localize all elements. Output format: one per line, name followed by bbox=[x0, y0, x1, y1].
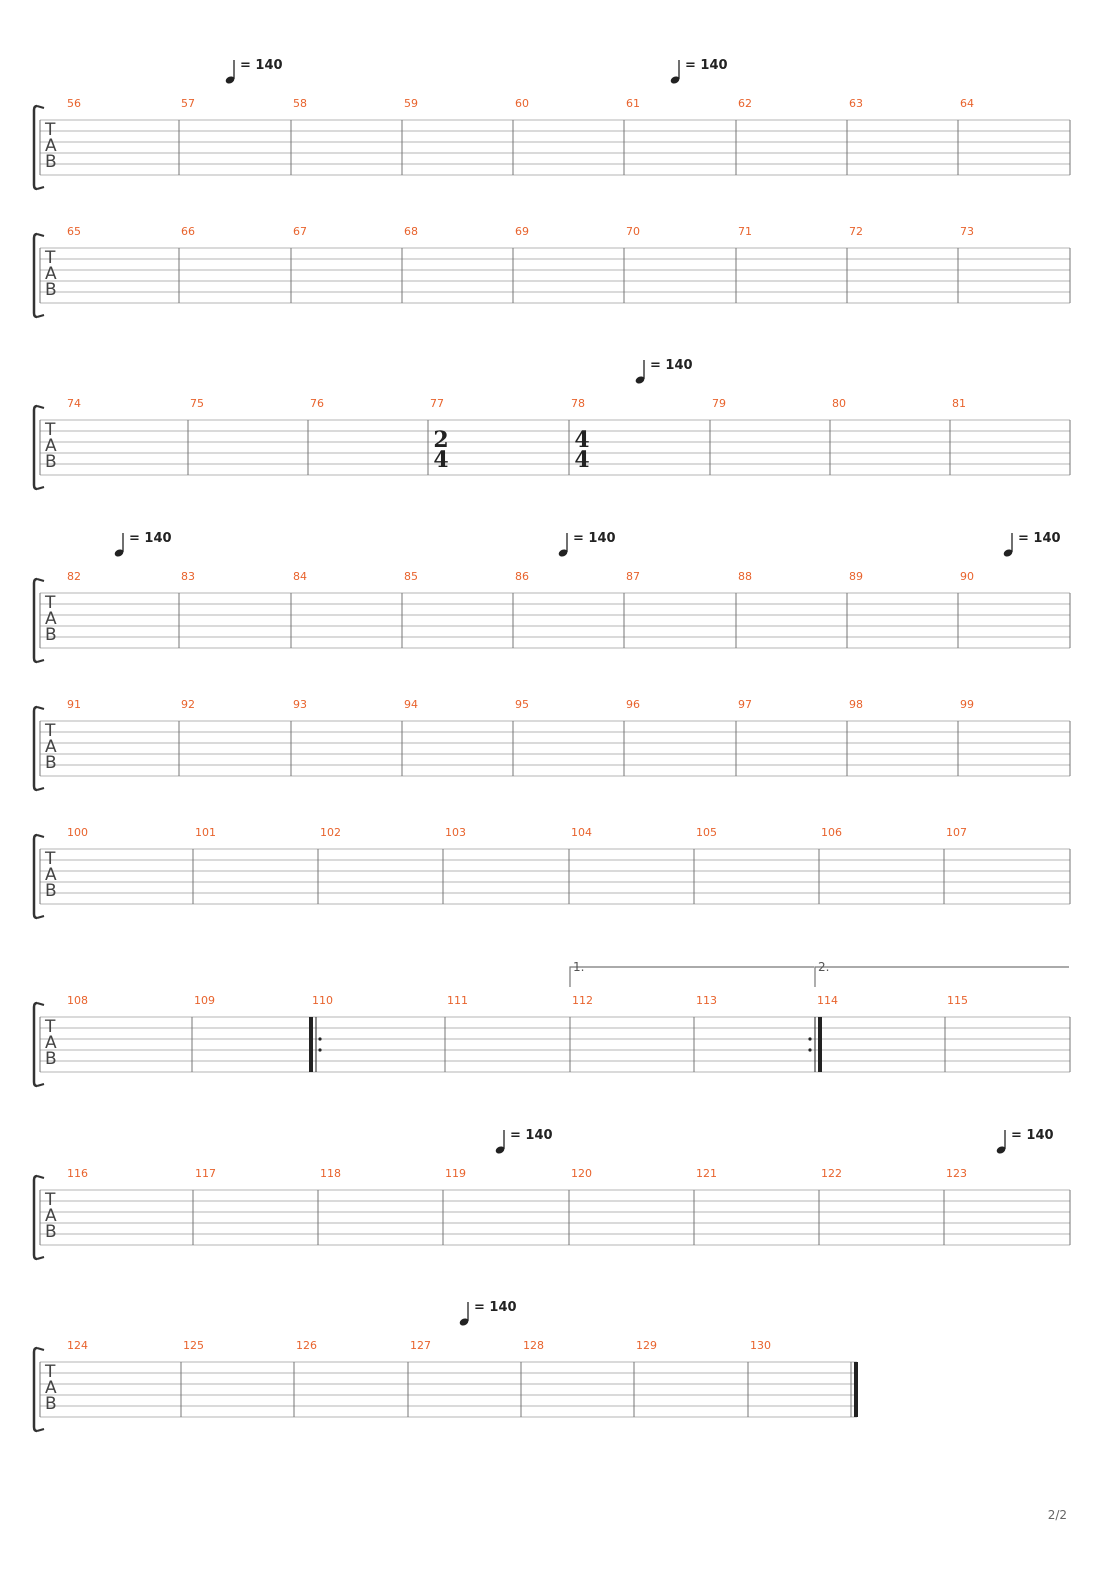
repeat-dot bbox=[808, 1048, 811, 1051]
staff-bracket bbox=[34, 1176, 37, 1259]
measure-number: 57 bbox=[181, 97, 195, 110]
measure-number: 122 bbox=[821, 1167, 842, 1180]
tab-clef-letter: B bbox=[45, 152, 57, 172]
measure-number: 61 bbox=[626, 97, 640, 110]
measure-number: 75 bbox=[190, 397, 204, 410]
tempo-text: = 140 bbox=[1018, 531, 1061, 546]
tab-clef-letter: B bbox=[45, 1049, 57, 1069]
staff-system bbox=[34, 960, 1070, 1086]
tab-clef-letter: B bbox=[45, 625, 57, 645]
tab-clef-letter: T bbox=[45, 248, 56, 268]
measure-number: 69 bbox=[515, 225, 529, 238]
measure-number: 71 bbox=[738, 225, 752, 238]
tab-clef-letter: A bbox=[45, 737, 57, 757]
measure-number: 87 bbox=[626, 570, 640, 583]
tab-clef-letter: B bbox=[45, 881, 57, 901]
staff-bracket-top bbox=[37, 234, 44, 236]
measure-number: 79 bbox=[712, 397, 726, 410]
staff-bracket-bottom bbox=[37, 916, 44, 918]
measure-number: 120 bbox=[571, 1167, 592, 1180]
tab-clef-letter: T bbox=[45, 1017, 56, 1037]
staff-bracket-top bbox=[37, 106, 44, 108]
volta-label: 1. bbox=[573, 960, 585, 974]
measure-number: 100 bbox=[67, 826, 88, 839]
measure-number: 85 bbox=[404, 570, 418, 583]
measure-number: 94 bbox=[404, 698, 418, 711]
tempo-text: = 140 bbox=[1011, 1128, 1054, 1143]
tab-clef-letter: B bbox=[45, 280, 57, 300]
measure-number: 81 bbox=[952, 397, 966, 410]
staff-bracket bbox=[34, 707, 37, 790]
tab-clef-letter: A bbox=[45, 436, 57, 456]
measure-number: 98 bbox=[849, 698, 863, 711]
measure-number: 90 bbox=[960, 570, 974, 583]
tab-clef-letter: A bbox=[45, 865, 57, 885]
staff-bracket-bottom bbox=[37, 187, 44, 189]
tab-clef-letter: A bbox=[45, 609, 57, 629]
measure-number: 97 bbox=[738, 698, 752, 711]
staff-bracket bbox=[34, 234, 37, 317]
staff-bracket bbox=[34, 579, 37, 662]
repeat-start-thick-bar bbox=[309, 1017, 313, 1072]
tempo-mark bbox=[558, 531, 616, 558]
measure-number: 64 bbox=[960, 97, 974, 110]
tab-clef-letter: B bbox=[45, 1222, 57, 1242]
volta-line bbox=[815, 967, 1069, 987]
measure-number: 103 bbox=[445, 826, 466, 839]
measure-number: 118 bbox=[320, 1167, 341, 1180]
staff-bracket bbox=[34, 1003, 37, 1086]
measure-number: 119 bbox=[445, 1167, 466, 1180]
measure-number: 108 bbox=[67, 994, 88, 1007]
measure-number: 68 bbox=[404, 225, 418, 238]
tab-clef-letter: T bbox=[45, 120, 56, 140]
tempo-text: = 140 bbox=[650, 358, 693, 373]
measure-number: 95 bbox=[515, 698, 529, 711]
tab-clef-letter: B bbox=[45, 753, 57, 773]
tab-clef-letter: T bbox=[45, 593, 56, 613]
staff-bracket-bottom bbox=[37, 1429, 44, 1431]
time-signature-bottom: 4 bbox=[433, 447, 449, 473]
repeat-end-thick-bar bbox=[818, 1017, 822, 1072]
measure-number: 112 bbox=[572, 994, 593, 1007]
measure-number: 77 bbox=[430, 397, 444, 410]
tempo-mark bbox=[114, 531, 172, 558]
volta-label: 2. bbox=[818, 960, 830, 974]
tab-clef-letter: A bbox=[45, 1206, 57, 1226]
measure-number: 107 bbox=[946, 826, 967, 839]
measure-number: 115 bbox=[947, 994, 968, 1007]
measure-number: 88 bbox=[738, 570, 752, 583]
tab-clef-letter: A bbox=[45, 1033, 57, 1053]
measure-number: 126 bbox=[296, 1339, 317, 1352]
measure-number: 99 bbox=[960, 698, 974, 711]
measure-number: 111 bbox=[447, 994, 468, 1007]
measure-number: 70 bbox=[626, 225, 640, 238]
tempo-mark bbox=[225, 58, 283, 85]
staff-system bbox=[34, 358, 1070, 489]
measure-number: 58 bbox=[293, 97, 307, 110]
measure-number: 78 bbox=[571, 397, 585, 410]
measure-number: 92 bbox=[181, 698, 195, 711]
staff-bracket-bottom bbox=[37, 1257, 44, 1259]
page-number: 2/2 bbox=[1047, 1508, 1067, 1522]
staff-system bbox=[34, 531, 1070, 662]
repeat-dot bbox=[318, 1048, 321, 1051]
staff-bracket-top bbox=[37, 406, 44, 408]
measure-number: 129 bbox=[636, 1339, 657, 1352]
staff-bracket-bottom bbox=[37, 788, 44, 790]
measure-number: 59 bbox=[404, 97, 418, 110]
tempo-mark bbox=[1003, 531, 1061, 558]
tempo-mark bbox=[459, 1300, 517, 1327]
staff-system bbox=[34, 826, 1070, 918]
measure-number: 91 bbox=[67, 698, 81, 711]
measure-number: 109 bbox=[194, 994, 215, 1007]
measure-number: 130 bbox=[750, 1339, 771, 1352]
repeat-dot bbox=[808, 1037, 811, 1040]
staff-bracket bbox=[34, 406, 37, 489]
tab-clef-letter: T bbox=[45, 849, 56, 869]
staff-bracket bbox=[34, 106, 37, 189]
time-signature-top: 4 bbox=[574, 427, 590, 453]
time-signature-top: 2 bbox=[433, 427, 449, 453]
staff-system bbox=[34, 58, 1070, 189]
measure-number: 128 bbox=[523, 1339, 544, 1352]
measure-number: 110 bbox=[312, 994, 333, 1007]
measure-number: 76 bbox=[310, 397, 324, 410]
measure-number: 63 bbox=[849, 97, 863, 110]
measure-number: 101 bbox=[195, 826, 216, 839]
staff-bracket-bottom bbox=[37, 1084, 44, 1086]
measure-number: 121 bbox=[696, 1167, 717, 1180]
measure-number: 116 bbox=[67, 1167, 88, 1180]
tempo-mark bbox=[670, 58, 728, 85]
measure-number: 89 bbox=[849, 570, 863, 583]
staff-bracket-top bbox=[37, 1348, 44, 1350]
measure-number: 65 bbox=[67, 225, 81, 238]
measure-number: 117 bbox=[195, 1167, 216, 1180]
tempo-mark bbox=[996, 1128, 1054, 1155]
staff-system bbox=[34, 698, 1070, 790]
time-signature-bottom: 4 bbox=[574, 447, 590, 473]
measure-number: 60 bbox=[515, 97, 529, 110]
final-barline-thick bbox=[854, 1362, 858, 1417]
tab-clef-letter: A bbox=[45, 136, 57, 156]
measure-number: 56 bbox=[67, 97, 81, 110]
measure-number: 106 bbox=[821, 826, 842, 839]
measure-number: 74 bbox=[67, 397, 81, 410]
measure-number: 93 bbox=[293, 698, 307, 711]
tab-clef-letter: A bbox=[45, 264, 57, 284]
measure-number: 73 bbox=[960, 225, 974, 238]
tab-clef-letter: T bbox=[45, 1190, 56, 1210]
staff-bracket-top bbox=[37, 707, 44, 709]
measure-number: 125 bbox=[183, 1339, 204, 1352]
staff-system bbox=[34, 1128, 1070, 1259]
staff-system bbox=[34, 225, 1070, 317]
measure-number: 113 bbox=[696, 994, 717, 1007]
measure-number: 66 bbox=[181, 225, 195, 238]
repeat-dot bbox=[318, 1037, 321, 1040]
measure-number: 82 bbox=[67, 570, 81, 583]
measure-number: 72 bbox=[849, 225, 863, 238]
staff-system bbox=[34, 1300, 858, 1431]
staff-bracket bbox=[34, 1348, 37, 1431]
measure-number: 104 bbox=[571, 826, 592, 839]
measure-number: 96 bbox=[626, 698, 640, 711]
measure-number: 86 bbox=[515, 570, 529, 583]
tab-clef-letter: B bbox=[45, 452, 57, 472]
staff-bracket-top bbox=[37, 835, 44, 837]
staff-bracket-bottom bbox=[37, 315, 44, 317]
tempo-text: = 140 bbox=[573, 531, 616, 546]
tab-clef-letter: B bbox=[45, 1394, 57, 1414]
tempo-text: = 140 bbox=[510, 1128, 553, 1143]
staff-bracket-top bbox=[37, 1003, 44, 1005]
staff-bracket bbox=[34, 835, 37, 918]
volta-bracket bbox=[815, 960, 1069, 987]
staff-bracket-top bbox=[37, 579, 44, 581]
measure-number: 62 bbox=[738, 97, 752, 110]
volta-line bbox=[570, 967, 814, 987]
tempo-text: = 140 bbox=[685, 58, 728, 73]
tab-clef-letter: T bbox=[45, 721, 56, 741]
measure-number: 114 bbox=[817, 994, 838, 1007]
volta-bracket bbox=[570, 960, 814, 987]
staff-bracket-bottom bbox=[37, 487, 44, 489]
measure-number: 124 bbox=[67, 1339, 88, 1352]
tempo-mark bbox=[495, 1128, 553, 1155]
staff-bracket-bottom bbox=[37, 660, 44, 662]
measure-number: 84 bbox=[293, 570, 307, 583]
measure-number: 102 bbox=[320, 826, 341, 839]
measure-number: 123 bbox=[946, 1167, 967, 1180]
measure-number: 80 bbox=[832, 397, 846, 410]
tempo-text: = 140 bbox=[240, 58, 283, 73]
measure-number: 67 bbox=[293, 225, 307, 238]
measure-number: 105 bbox=[696, 826, 717, 839]
tempo-text: = 140 bbox=[129, 531, 172, 546]
staff-bracket-top bbox=[37, 1176, 44, 1178]
tab-clef-letter: A bbox=[45, 1378, 57, 1398]
measure-number: 83 bbox=[181, 570, 195, 583]
measure-number: 127 bbox=[410, 1339, 431, 1352]
tab-clef-letter: T bbox=[45, 1362, 56, 1382]
tempo-text: = 140 bbox=[474, 1300, 517, 1315]
tab-clef-letter: T bbox=[45, 420, 56, 440]
tempo-mark bbox=[635, 358, 693, 385]
